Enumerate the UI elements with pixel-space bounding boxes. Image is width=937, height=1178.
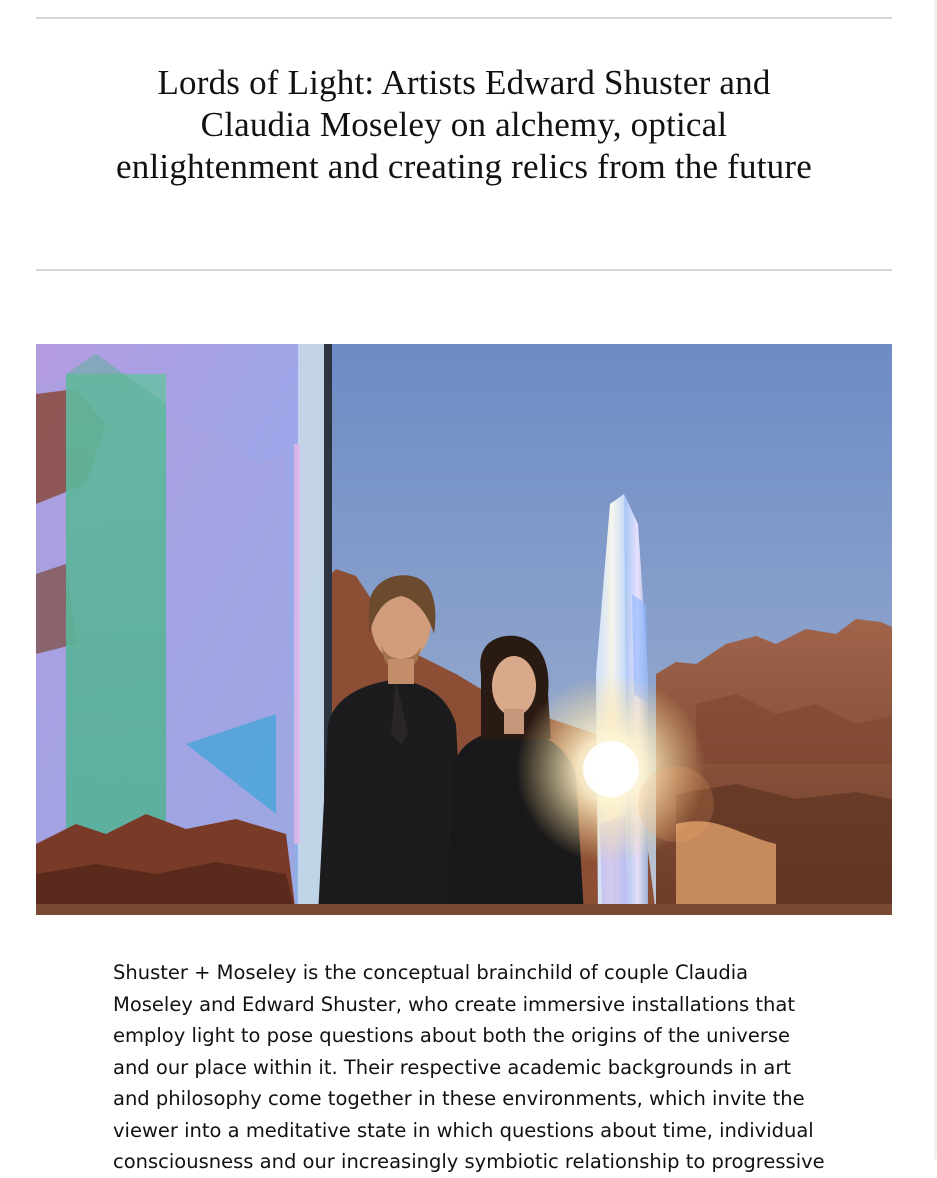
headline-divider [36,269,892,271]
hero-photo-illustration [36,344,892,915]
top-divider [36,17,892,19]
hero-image [36,344,892,915]
article-headline: Lords of Light: Artists Edward Shuster and Claudia Moseley on alchemy, optical enlightenment and creating relics from the future [116,63,812,186]
article-intro-paragraph: Shuster + Moseley is the conceptual brainchild of couple Claudia Moseley and Edward Shuster, who create immersive installations that employ light to pose questions about both the origins of the universe and our place within it. Their respective academic backgrounds in art and philosophy come together in these environments, which invite the viewer into a meditative state in which questions about time, individual consciousness and our increasingly symbiotic relationship to progressive [113,961,825,1173]
